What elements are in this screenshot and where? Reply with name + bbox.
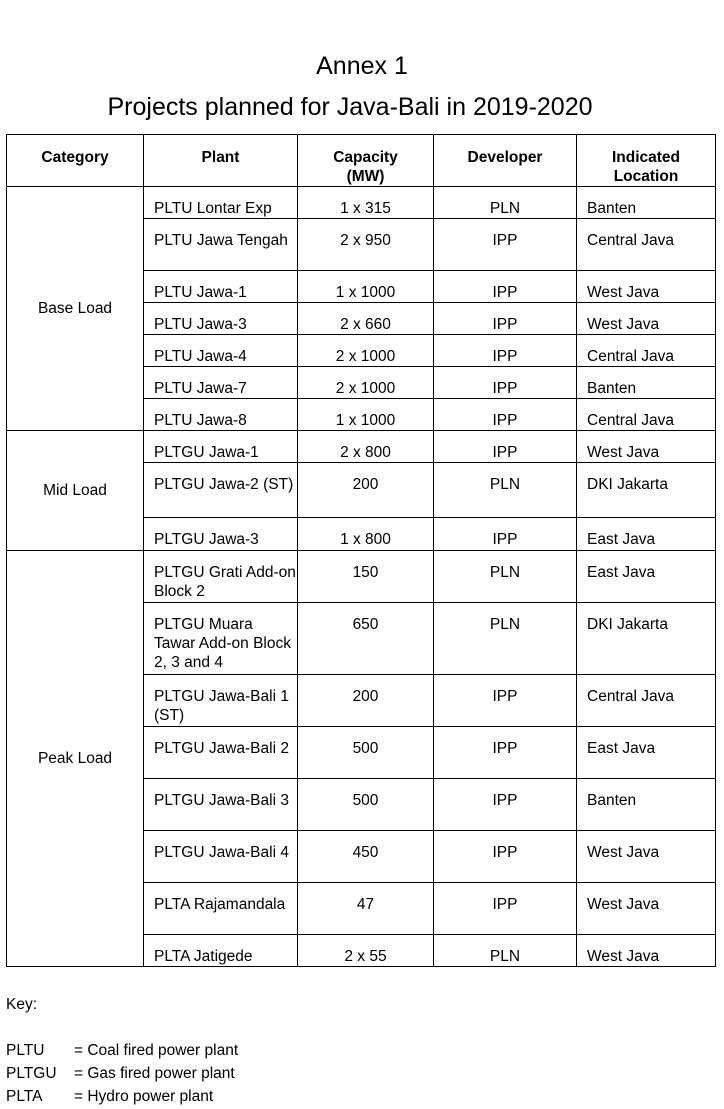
plant-cell: PLTU Lontar Exp	[144, 187, 298, 219]
developer-cell: IPP	[434, 831, 577, 883]
developer-cell: IPP	[434, 727, 577, 779]
location-cell: West Java	[577, 431, 716, 463]
key-item	[6, 1062, 238, 1085]
header-location-line1: Indicated	[611, 149, 681, 166]
plant-cell: PLTU Jawa-3	[144, 303, 298, 335]
plant-cell: PLTU Jawa-1	[144, 271, 298, 303]
header-capacity	[298, 135, 434, 187]
category-cell: Base Load	[7, 187, 144, 431]
capacity-cell: 450	[298, 831, 434, 883]
table-body	[7, 187, 716, 967]
plant-cell: PLTGU Jawa-Bali 2	[144, 727, 298, 779]
capacity-cell: 2 x 55	[298, 935, 434, 967]
capacity-cell: 2 x 1000	[298, 335, 434, 367]
developer-cell: PLN	[434, 187, 577, 219]
location-cell: East Java	[577, 551, 716, 603]
key-meaning: = Gas fired power plant	[74, 1065, 235, 1082]
developer-cell: IPP	[434, 303, 577, 335]
key-item	[6, 1039, 238, 1062]
header-plant: Plant	[144, 135, 298, 187]
developer-cell: IPP	[434, 518, 577, 551]
capacity-cell: 1 x 1000	[298, 271, 434, 303]
developer-cell: IPP	[434, 883, 577, 935]
key-legend	[6, 993, 238, 1108]
document-heading: Projects planned for Java-Bali in 2019-2020	[107, 93, 593, 121]
category-cell: Peak Load	[7, 551, 144, 967]
capacity-cell: 150	[298, 551, 434, 603]
developer-cell: PLN	[434, 463, 577, 518]
location-cell: West Java	[577, 271, 716, 303]
header-capacity-line2: (MW)	[346, 168, 385, 185]
developer-cell: IPP	[434, 399, 577, 431]
developer-cell: IPP	[434, 675, 577, 727]
key-list	[6, 1039, 238, 1108]
location-cell: Central Java	[577, 335, 716, 367]
category-cell: Mid Load	[7, 431, 144, 551]
plant-cell: PLTGU Jawa-3	[144, 518, 298, 551]
location-cell: West Java	[577, 303, 716, 335]
key-abbreviation: PLTGU	[6, 1065, 57, 1082]
table-row	[7, 551, 716, 603]
capacity-cell: 1 x 1000	[298, 399, 434, 431]
location-cell: Central Java	[577, 675, 716, 727]
projects-table	[6, 134, 716, 967]
table-header-row	[7, 135, 716, 187]
location-cell: West Java	[577, 883, 716, 935]
plant-cell: PLTGU Jawa-1	[144, 431, 298, 463]
location-cell: Central Java	[577, 399, 716, 431]
plant-cell: PLTGU Jawa-Bali 1 (ST)	[144, 675, 298, 727]
header-developer: Developer	[434, 135, 577, 187]
key-title: Key:	[6, 996, 38, 1013]
header-capacity-line1: Capacity	[333, 149, 398, 166]
key-meaning: = Coal fired power plant	[74, 1042, 239, 1059]
developer-cell: PLN	[434, 603, 577, 675]
header-location	[577, 135, 716, 187]
capacity-cell: 2 x 800	[298, 431, 434, 463]
capacity-cell: 47	[298, 883, 434, 935]
capacity-cell: 1 x 315	[298, 187, 434, 219]
developer-cell: PLN	[434, 935, 577, 967]
key-meaning: = Hydro power plant	[74, 1088, 214, 1105]
plant-cell: PLTU Jawa-4	[144, 335, 298, 367]
plant-cell: PLTGU Jawa-Bali 3	[144, 779, 298, 831]
location-cell: DKI Jakarta	[577, 603, 716, 675]
capacity-cell: 200	[298, 463, 434, 518]
plant-cell: PLTU Jawa Tengah	[144, 219, 298, 271]
location-cell: East Java	[577, 518, 716, 551]
plant-cell: PLTGU Muara Tawar Add-on Block 2, 3 and 4	[144, 603, 298, 675]
location-cell: West Java	[577, 831, 716, 883]
plant-cell: PLTU Jawa-8	[144, 399, 298, 431]
header-category: Category	[7, 135, 144, 187]
capacity-cell: 2 x 660	[298, 303, 434, 335]
key-abbreviation: PLTU	[6, 1042, 45, 1059]
capacity-cell: 2 x 1000	[298, 367, 434, 399]
developer-cell: IPP	[434, 779, 577, 831]
plant-cell: PLTU Jawa-7	[144, 367, 298, 399]
capacity-cell: 500	[298, 779, 434, 831]
table-row	[7, 431, 716, 463]
header-location-line2: Location	[613, 168, 679, 185]
developer-cell: PLN	[434, 551, 577, 603]
developer-cell: IPP	[434, 367, 577, 399]
plant-cell: PLTA Rajamandala	[144, 883, 298, 935]
developer-cell: IPP	[434, 219, 577, 271]
plant-cell: PLTGU Jawa-Bali 4	[144, 831, 298, 883]
plant-cell: PLTGU Jawa-2 (ST)	[144, 463, 298, 518]
capacity-cell: 200	[298, 675, 434, 727]
key-abbreviation: PLTA	[6, 1088, 43, 1105]
developer-cell: IPP	[434, 335, 577, 367]
location-cell: Banten	[577, 367, 716, 399]
key-item	[6, 1085, 238, 1108]
location-cell: DKI Jakarta	[577, 463, 716, 518]
plant-cell: PLTGU Grati Add-on Block 2	[144, 551, 298, 603]
location-cell: West Java	[577, 935, 716, 967]
plant-cell: PLTA Jatigede	[144, 935, 298, 967]
location-cell: East Java	[577, 727, 716, 779]
capacity-cell: 650	[298, 603, 434, 675]
capacity-cell: 500	[298, 727, 434, 779]
developer-cell: IPP	[434, 271, 577, 303]
location-cell: Banten	[577, 187, 716, 219]
developer-cell: IPP	[434, 431, 577, 463]
location-cell: Banten	[577, 779, 716, 831]
table-row	[7, 187, 716, 219]
capacity-cell: 2 x 950	[298, 219, 434, 271]
location-cell: Central Java	[577, 219, 716, 271]
annex-title: Annex 1	[316, 52, 408, 80]
capacity-cell: 1 x 800	[298, 518, 434, 551]
